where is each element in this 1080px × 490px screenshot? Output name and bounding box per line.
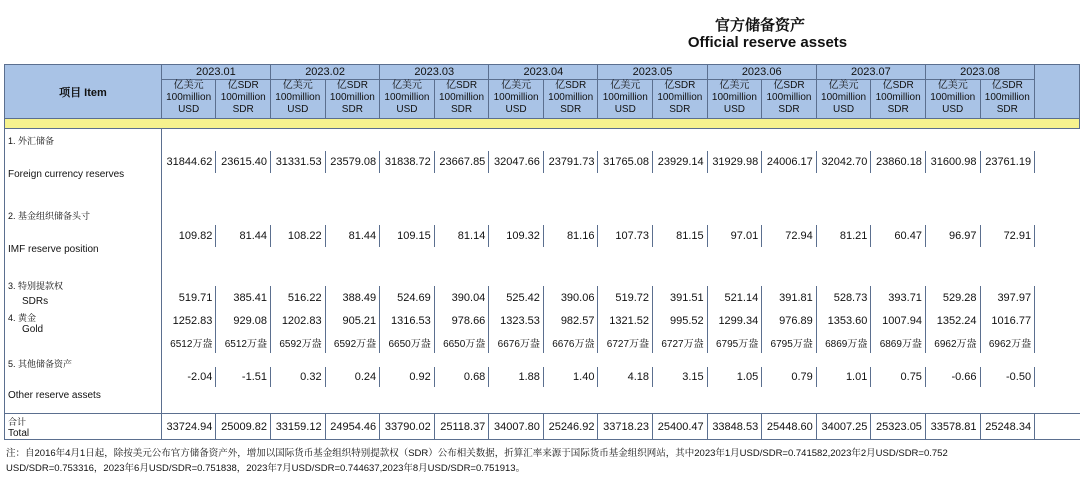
value-cell: 1007.94	[871, 311, 926, 331]
month-header-row	[5, 65, 1080, 80]
value-cell: 109.32	[489, 225, 544, 247]
value-cell: 109.82	[161, 225, 216, 247]
unit-header-row	[5, 80, 1080, 119]
clipped-cell	[1035, 151, 1080, 173]
value-cell: 393.71	[871, 286, 926, 311]
value-cell: 23929.14	[653, 151, 708, 173]
value-cell: 23860.18	[871, 151, 926, 173]
value-cell: 23761.19	[980, 151, 1035, 173]
gold-values-row	[5, 311, 1080, 331]
value-cell: 33790.02	[380, 414, 435, 440]
value-cell: -2.04	[161, 367, 216, 387]
value-cell: 34007.25	[816, 414, 871, 440]
imf-label-row	[5, 207, 1080, 225]
unit-header-sdr: 亿SDR 100million SDR	[543, 80, 598, 119]
clipped-cell	[1035, 311, 1080, 331]
clipped-cell	[1035, 225, 1080, 247]
value-cell: 97.01	[707, 225, 762, 247]
footnote-line-2: USD/SDR=0.753316，2023年6月USD/SDR=0.751838，2023年7月USD/SDR=0.744637,2023年8月USD/SDR=0.751913。	[6, 463, 526, 474]
value-cell: 24006.17	[762, 151, 817, 173]
imf-spacer-row	[5, 247, 1080, 279]
unit-header-sdr: 亿SDR 100million SDR	[434, 80, 489, 119]
item-column-header: 项目 Item	[5, 65, 162, 119]
total-label-zh: 合计	[8, 416, 27, 427]
other-label-row	[5, 353, 1080, 367]
value-cell: 33848.53	[707, 414, 762, 440]
value-cell: 24954.46	[325, 414, 380, 440]
value-cell: 519.71	[161, 286, 216, 311]
row-label-gold	[5, 311, 162, 353]
month-header: 2023.01	[161, 65, 270, 80]
value-cell: 81.14	[434, 225, 489, 247]
clipped-cell	[1035, 286, 1080, 311]
value-cell: 34007.80	[489, 414, 544, 440]
value-cell: 31765.08	[598, 151, 653, 173]
total-label-en: Total	[8, 427, 30, 439]
value-cell: 81.16	[543, 225, 598, 247]
row-label-total	[5, 414, 162, 440]
value-cell: 81.21	[816, 225, 871, 247]
value-cell: 397.97	[980, 286, 1035, 311]
value-cell: 33718.23	[598, 414, 653, 440]
row-label-other	[5, 353, 162, 414]
value-cell: 25400.47	[653, 414, 708, 440]
value-cell: 528.73	[816, 286, 871, 311]
unit-header-usd: 亿美元 100million USD	[925, 80, 980, 119]
value-cell: 33578.81	[925, 414, 980, 440]
unit-header-sdr: 亿SDR 100million SDR	[871, 80, 926, 119]
month-header: 2023.03	[380, 65, 489, 80]
title-chinese: 官方储备资产	[714, 16, 805, 34]
value-cell: 109.15	[380, 225, 435, 247]
value-cell: 31838.72	[380, 151, 435, 173]
fx-label-en: Foreign currency reserves	[8, 169, 125, 180]
imf-values-row	[5, 225, 1080, 247]
value-cell: 31844.62	[161, 151, 216, 173]
value-cell: 525.42	[489, 286, 544, 311]
unit-header-usd: 亿美元 100million USD	[380, 80, 435, 119]
footnote-line-1: 注：自2016年4月1日起，除按美元公布官方储备资产外，增加以国际货币基金组织特别提款权（SDR）公布相关数据，折算汇率来源于国际货币基金组织网站，其中2023年1月USD/SDR=0.741582,2023年2月USD/SDR=0.752	[6, 448, 948, 459]
value-cell: 96.97	[925, 225, 980, 247]
gold-ounces-cell: 6592万盎	[271, 331, 326, 353]
gold-ounces-cell: 6676万盎	[543, 331, 598, 353]
value-cell: 25009.82	[216, 414, 271, 440]
value-cell: -1.51	[216, 367, 271, 387]
value-cell: 1.05	[707, 367, 762, 387]
unit-header-usd: 亿美元 100million USD	[816, 80, 871, 119]
unit-header-usd: 亿美元 100million USD	[489, 80, 544, 119]
value-cell: 32042.70	[816, 151, 871, 173]
value-cell: 519.72	[598, 286, 653, 311]
clipped-cell	[1035, 367, 1080, 387]
gold-ounces-cell: 6869万盎	[871, 331, 926, 353]
value-cell: 391.51	[653, 286, 708, 311]
footnote	[6, 446, 1080, 476]
gold-ounces-cell: 6962万盎	[925, 331, 980, 353]
value-cell: 385.41	[216, 286, 271, 311]
value-cell: 391.81	[762, 286, 817, 311]
value-cell: 976.89	[762, 311, 817, 331]
gold-ounces-cell: 6795万盎	[707, 331, 762, 353]
value-cell: 905.21	[325, 311, 380, 331]
value-cell: 33724.94	[161, 414, 216, 440]
value-cell: 390.06	[543, 286, 598, 311]
fx-label-zh: 1. 外汇储备	[8, 136, 55, 146]
title-english: Official reserve assets	[687, 34, 848, 51]
gold-ounces-cell: 6650万盎	[380, 331, 435, 353]
value-cell: 107.73	[598, 225, 653, 247]
value-cell: -0.50	[980, 367, 1035, 387]
value-cell: 23791.73	[543, 151, 598, 173]
clipped-column-header	[1035, 65, 1080, 119]
other-label-en: Other reserve assets	[8, 390, 101, 401]
fx-values-row	[5, 151, 1080, 173]
fx-spacer-row	[5, 173, 1080, 207]
unit-header-usd: 亿美元 100million USD	[707, 80, 762, 119]
gold-label-en: Gold	[22, 324, 44, 335]
unit-header-sdr: 亿SDR 100million SDR	[653, 80, 708, 119]
value-cell: 1299.34	[707, 311, 762, 331]
gold-label-zh: 4. 黄金	[8, 313, 37, 323]
value-cell: 31331.53	[271, 151, 326, 173]
value-cell: 978.66	[434, 311, 489, 331]
gold-ounces-cell: 6650万盎	[434, 331, 489, 353]
value-cell: 524.69	[380, 286, 435, 311]
value-cell: 3.15	[653, 367, 708, 387]
unit-header-sdr: 亿SDR 100million SDR	[762, 80, 817, 119]
value-cell: 521.14	[707, 286, 762, 311]
value-cell: 929.08	[216, 311, 271, 331]
month-header: 2023.04	[489, 65, 598, 80]
value-cell: 995.52	[653, 311, 708, 331]
gold-ounces-cell: 6512万盎	[216, 331, 271, 353]
gold-ounces-cell: 6869万盎	[816, 331, 871, 353]
unit-header-usd: 亿美元 100million USD	[271, 80, 326, 119]
gold-ounces-cell: 6727万盎	[653, 331, 708, 353]
month-header: 2023.02	[271, 65, 380, 80]
row-label-fx	[5, 129, 162, 208]
gold-ounces-cell: 6676万盎	[489, 331, 544, 353]
row-label-sdr	[5, 279, 162, 311]
value-cell: 23667.85	[434, 151, 489, 173]
sdr-values-row	[5, 286, 1080, 311]
value-cell: 72.91	[980, 225, 1035, 247]
value-cell: 25323.05	[871, 414, 926, 440]
value-cell: -0.66	[925, 367, 980, 387]
sdr-label-row	[5, 279, 1080, 286]
value-cell: 0.79	[762, 367, 817, 387]
value-cell: 516.22	[271, 286, 326, 311]
value-cell: 1.01	[816, 367, 871, 387]
value-cell: 81.44	[325, 225, 380, 247]
value-cell: 33159.12	[271, 414, 326, 440]
month-header: 2023.06	[707, 65, 816, 80]
total-values-row	[5, 414, 1080, 440]
value-cell: 0.75	[871, 367, 926, 387]
value-cell: 1353.60	[816, 311, 871, 331]
gold-ounces-cell: 6727万盎	[598, 331, 653, 353]
value-cell: 1323.53	[489, 311, 544, 331]
value-cell: 0.32	[271, 367, 326, 387]
value-cell: 60.47	[871, 225, 926, 247]
value-cell: 388.49	[325, 286, 380, 311]
value-cell: 390.04	[434, 286, 489, 311]
value-cell: 23615.40	[216, 151, 271, 173]
sdr-label-en: SDRs	[22, 296, 49, 307]
clipped-cell	[1035, 414, 1080, 440]
value-cell: 25246.92	[543, 414, 598, 440]
value-cell: 1316.53	[380, 311, 435, 331]
value-cell: 529.28	[925, 286, 980, 311]
value-cell: 108.22	[271, 225, 326, 247]
value-cell: 1.88	[489, 367, 544, 387]
value-cell: 1252.83	[161, 311, 216, 331]
gold-ounces-row	[5, 331, 1080, 353]
gold-ounces-cell: 6795万盎	[762, 331, 817, 353]
month-header: 2023.05	[598, 65, 707, 80]
unit-header-sdr: 亿SDR 100million SDR	[325, 80, 380, 119]
value-cell: 23579.08	[325, 151, 380, 173]
value-cell: 0.24	[325, 367, 380, 387]
imf-label-en: IMF reserve position	[8, 244, 99, 255]
value-cell: 1202.83	[271, 311, 326, 331]
row-label-imf	[5, 207, 162, 279]
value-cell: 25248.34	[980, 414, 1035, 440]
other-label-zh: 5. 其他储备资产	[8, 359, 73, 369]
value-cell: 1.40	[543, 367, 598, 387]
clipped-cell	[1035, 331, 1080, 353]
other-spacer-row	[5, 387, 1080, 414]
highlight-band	[5, 119, 1080, 129]
value-cell: 32047.66	[489, 151, 544, 173]
fx-label-row	[5, 129, 1080, 152]
value-cell: 1352.24	[925, 311, 980, 331]
value-cell: 1321.52	[598, 311, 653, 331]
value-cell: 31929.98	[707, 151, 762, 173]
value-cell: 81.15	[653, 225, 708, 247]
unit-header-sdr: 亿SDR 100million SDR	[216, 80, 271, 119]
unit-header-usd: 亿美元 100million USD	[161, 80, 216, 119]
value-cell: 25448.60	[762, 414, 817, 440]
gold-ounces-cell: 6962万盎	[980, 331, 1035, 353]
value-cell: 0.92	[380, 367, 435, 387]
other-values-row	[5, 367, 1080, 387]
value-cell: 25118.37	[434, 414, 489, 440]
value-cell: 4.18	[598, 367, 653, 387]
value-cell: 982.57	[543, 311, 598, 331]
value-cell: 1016.77	[980, 311, 1035, 331]
unit-header-usd: 亿美元 100million USD	[598, 80, 653, 119]
value-cell: 0.68	[434, 367, 489, 387]
gold-ounces-cell: 6592万盎	[325, 331, 380, 353]
gold-ounces-cell: 6512万盎	[161, 331, 216, 353]
month-header: 2023.07	[816, 65, 925, 80]
reserve-table-wrapper	[4, 64, 1080, 440]
value-cell: 72.94	[762, 225, 817, 247]
month-header: 2023.08	[925, 65, 1034, 80]
reserve-assets-table	[4, 64, 1080, 440]
unit-header-sdr: 亿SDR 100million SDR	[980, 80, 1035, 119]
value-cell: 81.44	[216, 225, 271, 247]
sdr-label-zh: 3. 特别提款权	[8, 281, 64, 291]
imf-label-zh: 2. 基金组织储备头寸	[8, 211, 91, 221]
value-cell: 31600.98	[925, 151, 980, 173]
